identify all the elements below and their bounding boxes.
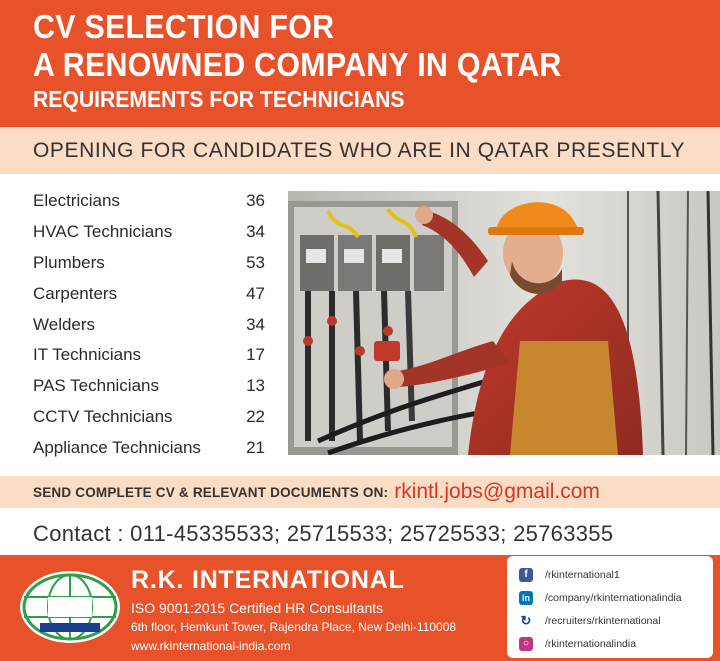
position-title: Plumbers (33, 252, 105, 272)
electrician-illustration (288, 191, 720, 455)
position-count: 53 (246, 252, 265, 272)
recruiters-icon: ↻ (520, 612, 532, 628)
headline-subtitle: REQUIREMENTS FOR TECHNICIANS (33, 86, 405, 112)
send-cv-banner (0, 476, 720, 508)
position-row (33, 186, 265, 217)
header-banner (0, 0, 720, 127)
position-title: CCTV Technicians (33, 406, 173, 426)
positions-list (33, 186, 265, 463)
social-row-recruiters[interactable] (519, 609, 713, 632)
position-title: Carpenters (33, 283, 118, 303)
position-count: 13 (246, 376, 265, 396)
position-count: 34 (246, 314, 265, 334)
facebook-icon: f (519, 568, 533, 582)
website-link[interactable]: www.rkinternational-india.com (131, 639, 291, 653)
social-row-facebook[interactable] (519, 563, 713, 586)
position-title: PAS Technicians (33, 376, 159, 396)
position-row (33, 248, 265, 279)
position-count: 47 (246, 283, 265, 303)
position-count: 22 (246, 406, 265, 426)
iso-certification: ISO 9001:2015 Certified HR Consultants (131, 600, 384, 616)
email-link[interactable]: rkintl.jobs@gmail.com (394, 480, 600, 503)
headline-line-1: CV SELECTION FOR (33, 8, 335, 45)
globe-logo-icon (18, 569, 122, 645)
position-row (33, 371, 265, 402)
social-row-linkedin[interactable] (519, 586, 713, 609)
position-count: 36 (246, 191, 265, 211)
electrician-photo (288, 191, 720, 455)
send-cv-label: SEND COMPLETE CV & RELEVANT DOCUMENTS ON: (33, 484, 389, 500)
social-row-instagram[interactable] (519, 632, 713, 655)
social-links-panel (507, 556, 713, 658)
instagram-icon: ○ (519, 637, 533, 651)
social-handle: /rkinternationalindia (545, 637, 637, 650)
social-handle: /rkinternational1 (545, 568, 620, 581)
position-row (33, 402, 265, 433)
opening-banner: OPENING FOR CANDIDATES WHO ARE IN QATAR PRESENTLY (0, 127, 720, 174)
position-title: IT Technicians (33, 345, 142, 365)
rk-logo (18, 569, 122, 645)
position-row (33, 432, 265, 463)
position-row (33, 278, 265, 309)
contact-numbers: Contact : 011-45335533; 25715533; 25725533; 25763355 (33, 521, 614, 546)
linkedin-icon: in (519, 591, 533, 605)
headline-line-2: A RENOWNED COMPANY IN QATAR (33, 46, 562, 83)
position-count: 17 (246, 345, 265, 365)
position-title: Welders (33, 314, 96, 334)
social-handle: /recruiters/rkinternational (545, 614, 661, 627)
position-count: 34 (246, 222, 265, 242)
position-row (33, 340, 265, 371)
position-row (33, 217, 265, 248)
company-address: 6th floor, Hemkunt Tower, Rajendra Place, New Delhi-110008 (131, 620, 457, 634)
position-row (33, 309, 265, 340)
company-name: R.K. INTERNATIONAL (131, 566, 405, 594)
position-title: Appliance Technicians (33, 437, 201, 457)
company-block (131, 564, 456, 656)
position-count: 21 (246, 437, 265, 457)
social-handle: /company/rkinternationalindia (545, 591, 682, 604)
position-title: HVAC Technicians (33, 222, 173, 242)
position-title: Electricians (33, 191, 120, 211)
